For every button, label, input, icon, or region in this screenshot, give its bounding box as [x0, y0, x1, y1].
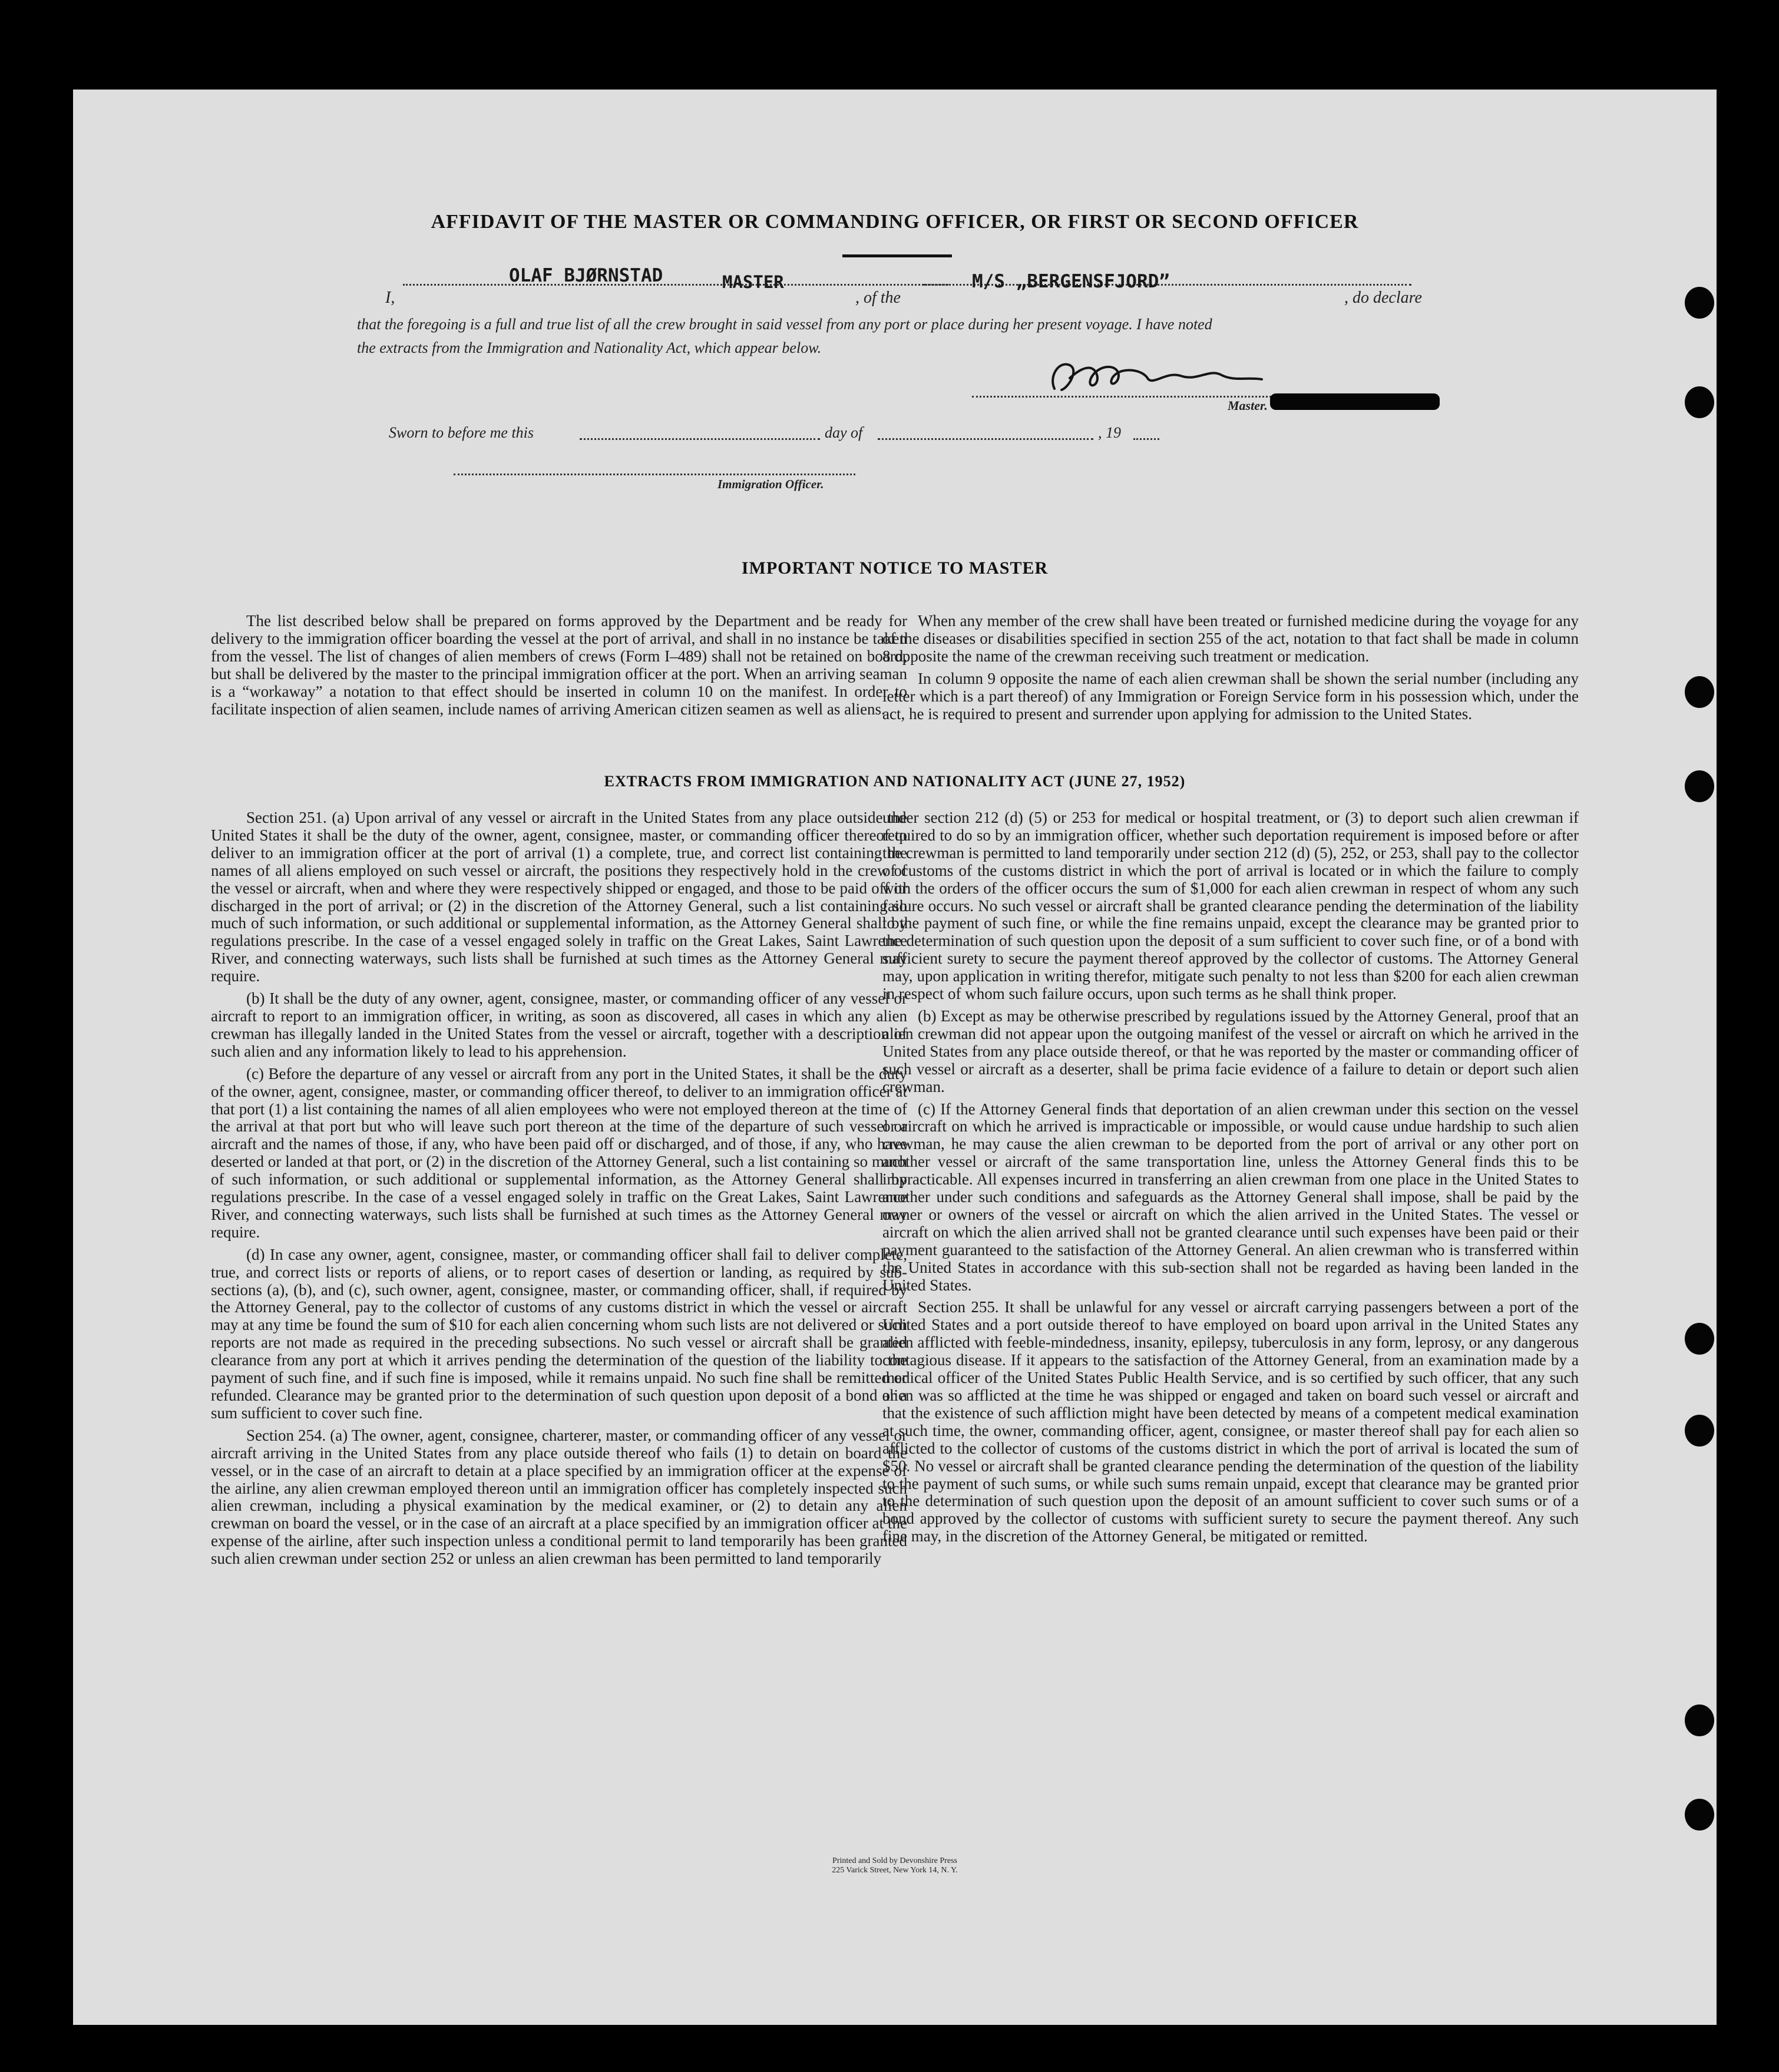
punch-hole	[1685, 1704, 1714, 1736]
section-251-c: (c) Before the departure of any vessel or aircraft from any port in the United States, it shall be the duty of the owner, agent, consignee, master, or commanding officer thereof, to deliver to an immigration officer at that port (1) a list containing the names of all alien employees who were not employed thereon at the time of the arrival at that port but who will leave such port thereon at the time of the departure of such vessel or aircraft and the names of those, if any, who have been paid off or discharged, and of those, if any, who have deserted or landed at that port, or (2) in the discretion of the Attorney General, such a list containing so much of such information, or such additional or supplemental information, as the Attorney General shall by regulations prescribe. In the case of a vessel engaged solely in traffic on the Great Lakes, Saint Lawrence River, and connecting waterways, such lists shall be furnished at such times as the Attorney General may require.	[211, 1064, 907, 1241]
notice-title: IMPORTANT NOTICE TO MASTER	[741, 558, 1049, 578]
section-251-d: (d) In case any owner, agent, consignee, master, or commanding officer shall fail to deliver complete, true, and correct lists or reports of aliens, or to report cases of desertion or landing, as required by sub-sections (a), (b), and (c), such owner, agent, consignee, master, or commanding officer, shall, if required by the Attorney General, pay to the collector of customs of any customs district in which the vessel or aircraft may at any time be found the sum of $10 for each alien concerning whom such lists are not delivered or such reports are not made as required in the preceding subsections. No such vessel or aircraft shall be granted clearance from any port at which it arrives pending the determination of the question of the liability to the payment of such fine, and if such fine is imposed, while it remains unpaid. No such fine shall be remitted or refunded. Clearance may be granted prior to the determination of such question upon deposit of a bond or a sum sufficient to cover such fine.	[211, 1245, 907, 1422]
sworn-month-line	[878, 438, 1093, 440]
extracts-title: EXTRACTS FROM IMMIGRATION AND NATIONALITY ACT (JUNE 27, 1952)	[604, 773, 1186, 790]
sworn-label: Sworn to before me this	[389, 424, 534, 441]
section-254-b: (b) Except as may be otherwise prescribed by regulations issued by the Attorney General, proof that an alien crewman did not appear upon the outgoing manifest of the vessel or aircraft on which he arrived in the United States from any place outside thereof, or that he was reported by the master or commanding officer of such vessel or aircraft as a deserter, shall be prima facie evidence of a failure to detain or deport such alien crewman.	[882, 1007, 1579, 1095]
printer-imprint	[73, 1856, 1717, 1875]
rank: MASTER	[722, 272, 784, 292]
notice-left-column	[211, 613, 907, 718]
section-254-c: (c) If the Attorney General finds that deportation of an alien crewman under this section on the vessel or aircraft on which he arrived is impracticable or impossible, or would cause undue hardship to such alien crewman, he may cause the alien crewman to be deported from the port of arrival or any other port on another vessel or aircraft of the same transportation line, unless the Attorney General finds this to be impracticable. All expenses incurred in transferring an alien crewman from one place in the United States to another under such conditions and safeguards as the Attorney General shall impose, shall be paid by the owner or owners of the vessel or aircraft on which the alien arrived in the United States. The vessel or aircraft on which the alien arrived shall not be granted clearance until such expenses have been paid or their payment guaranteed to the satisfaction of the Attorney General. An alien crewman who is transferred within the United States in accordance with this sub-section shall not be regarded as having been landed in the United States.	[882, 1100, 1579, 1294]
printer-line-1: Printed and Sold by Devonshire Press	[832, 1856, 957, 1865]
officer-signature-line	[454, 474, 855, 475]
section-251-a: Section 251. (a) Upon arrival of any vessel or aircraft in the United States from any place outside the United States it shall be the duty of the owner, agent, consignee, master, or commanding officer thereof to deliver to an immigration officer at the port of arrival (1) a complete, true, and correct list containing the names of all aliens employed on such vessel or aircraft, the positions they respectively hold in the crew of the vessel or aircraft, when and where they were respectively shipped or engaged, and those to be paid off or discharged in the port of arrival; or (2) in the discretion of the Attorney General, such a list containing so much of such information, or such additional or supplemental information, as the Attorney General shall by regulations prescribe. In the case of a vessel engaged solely in traffic on the Great Lakes, Saint Lawrence River, and connecting waterways, such lists shall be furnished at such times as the Attorney General may require.	[211, 809, 907, 985]
affidavit-title: AFFIDAVIT OF THE MASTER OR COMMANDING OFFICER, OR FIRST OR SECOND OFFICER	[431, 211, 1359, 233]
notice-right-paragraph-1: When any member of the crew shall have been treated or furnished medicine during the voyage for any of the diseases or disabilities specified in section 255 of the act, notation to that fact shall be made in column 8 opposite the name of the crewman receiving such treatment or medication.	[882, 612, 1579, 665]
section-254-a: Section 254. (a) The owner, agent, consignee, charterer, master, or commanding officer of any vessel or aircraft arriving in the United States from any place outside thereof who fails (1) to detain on board the vessel, or in the case of an aircraft to detain at a place specified by an immigration officer at the expense of the airline, any alien crewman employed thereon until an immigration officer has completely inspected such alien crewman, including a physical examination by the medical examiner, or (2) to detain any alien crewman on board the vessel, or in the case of an aircraft at a place specified by an immigration officer at the expense of the airline, after such inspection unless a conditional permit to land temporarily has been granted such alien crewman under section 252 or unless an alien crewman has been permitted to land temporarily	[211, 1426, 907, 1568]
punch-hole	[1685, 770, 1714, 802]
punch-hole	[1685, 287, 1714, 319]
officer-label: Immigration Officer.	[717, 477, 824, 491]
title-rule	[842, 254, 952, 257]
section-251-b: (b) It shall be the duty of any owner, agent, consignee, master, or commanding officer of any vessel or aircraft to report to an immigration officer, in writing, as soon as discovered, all cases in which any alien crewman has illegally landed in the United States from the vessel or aircraft, together with a description of such alien and any information likely to lead to his apprehension.	[211, 989, 907, 1060]
declaration-line-2: the extracts from the Immigration and Nationality Act, which appear below.	[357, 339, 822, 356]
do-declare-label: , do declare	[1344, 289, 1422, 307]
year-prefix: , 19	[1098, 424, 1121, 441]
punch-hole	[1685, 1799, 1714, 1831]
day-of-label: day of	[825, 424, 863, 441]
sworn-date-line	[580, 438, 820, 440]
declaration-line-1: that the foregoing is a full and true list of all the crew brought in said vessel from any port or place during her present voyage. I have noted	[357, 316, 1212, 333]
section-254-a-continued: under section 212 (d) (5) or 253 for medical or hospital treatment, or (3) to deport such alien crewman if required to do so by an immigration officer, whether such deportation requirement is imposed before or after the crewman is permitted to land temporarily under section 212 (d) (5), 252, or 253, shall pay to the collector of customs of the customs district in which the port of arrival is located or in which the failure to comply with the orders of the officer occurs the sum of $1,000 for each alien crewman in respect of whom any such failure occurs. No such vessel or aircraft shall be granted clearance pending the determination of the liability to the payment of such fine, or while the fine remains unpaid, except the clearance may be granted prior to the determination of such question upon the deposit of a sum sufficient to cover such fine, or of a bond with sufficient surety to secure the payment thereof approved by the collector of customs. The Attorney General may, upon application in writing therefor, mitigate such penalty to not less than $200 for each alien crewman in respect of whom such failure occurs, upon such terms as he shall think proper.	[882, 809, 1579, 1003]
punch-hole	[1685, 386, 1714, 418]
extracts-right-column	[882, 809, 1579, 1545]
master-label: Master.	[1228, 398, 1268, 413]
of-the-label: , of the	[855, 289, 901, 307]
year-line	[1133, 438, 1159, 440]
notice-right-paragraph-2: In column 9 opposite the name of each alien crewman shall be shown the serial number (including any letter which is a part thereof) of any Immigration or Foreign Service form in his possession which, under the act, he is required to present and surrender upon applying for admission to the United States.	[882, 669, 1579, 723]
vessel-name: M/S „BERGENSFJORD”	[972, 271, 1170, 292]
extracts-left-column	[211, 809, 907, 1568]
notice-left-paragraph: The list described below shall be prepared on forms approved by the Department and be ready for delivery to the immigration officer boarding the vessel at the port of arrival, and shall in no instance be taken from the vessel. The list of changes of alien members of crews (Form I–489) shall not be retained on board, but shall be delivered by the master to the principal immigration officer at the port. When an arriving seaman is a “workaway” a notation to that effect should be inserted in column 10 on the manifest. In order to facilitate inspection of alien seamen, include names of arriving American citizen seamen as well as aliens.	[211, 612, 907, 718]
document-sheet	[73, 90, 1717, 2025]
redaction-bar	[1270, 393, 1440, 410]
punch-hole	[1685, 676, 1714, 708]
printer-line-2: 225 Varick Street, New York 14, N. Y.	[832, 1866, 958, 1875]
i-label: I,	[385, 289, 395, 307]
master-signature	[1044, 355, 1285, 398]
punch-hole	[1685, 1415, 1714, 1447]
name-line	[403, 284, 948, 286]
punch-hole	[1685, 1323, 1714, 1355]
notice-right-column	[882, 613, 1579, 723]
officer-name: OLAF BJØRNSTAD	[509, 265, 663, 286]
section-255: Section 255. It shall be unlawful for any vessel or aircraft carrying passengers between a port of the United States and a port outside thereof to have employed on board upon arrival in the United States any alien afflicted with feeble-mindedness, insanity, epilepsy, tuberculosis in any form, leprosy, or any dangerous contagious disease. If it appears to the satisfaction of the Attorney General, from an examination made by a medical officer of the United States Public Health Service, and is so certified by such officer, that any such alien was so afflicted at the time he was shipped or engaged and taken on board such vessel or aircraft and that the existence of such affliction might have been detected by means of a competent medical examination at such time, the owner, commanding officer, agent, consignee, or master thereof shall pay for each alien so afflicted to the collector of customs of the customs district in which the port of arrival is located the sum of $50. No vessel or aircraft shall be granted clearance pending the determination of the question of the liability to the payment of such sums, or while such sums remain unpaid, except that clearance may be granted prior to the determination of such question upon the deposit of an amount sufficient to cover such sums or of a bond approved by the collector of customs with sufficient surety to secure the payment thereof. Any such fine may, in the discretion of the Attorney General, be mitigated or remitted.	[882, 1298, 1579, 1545]
